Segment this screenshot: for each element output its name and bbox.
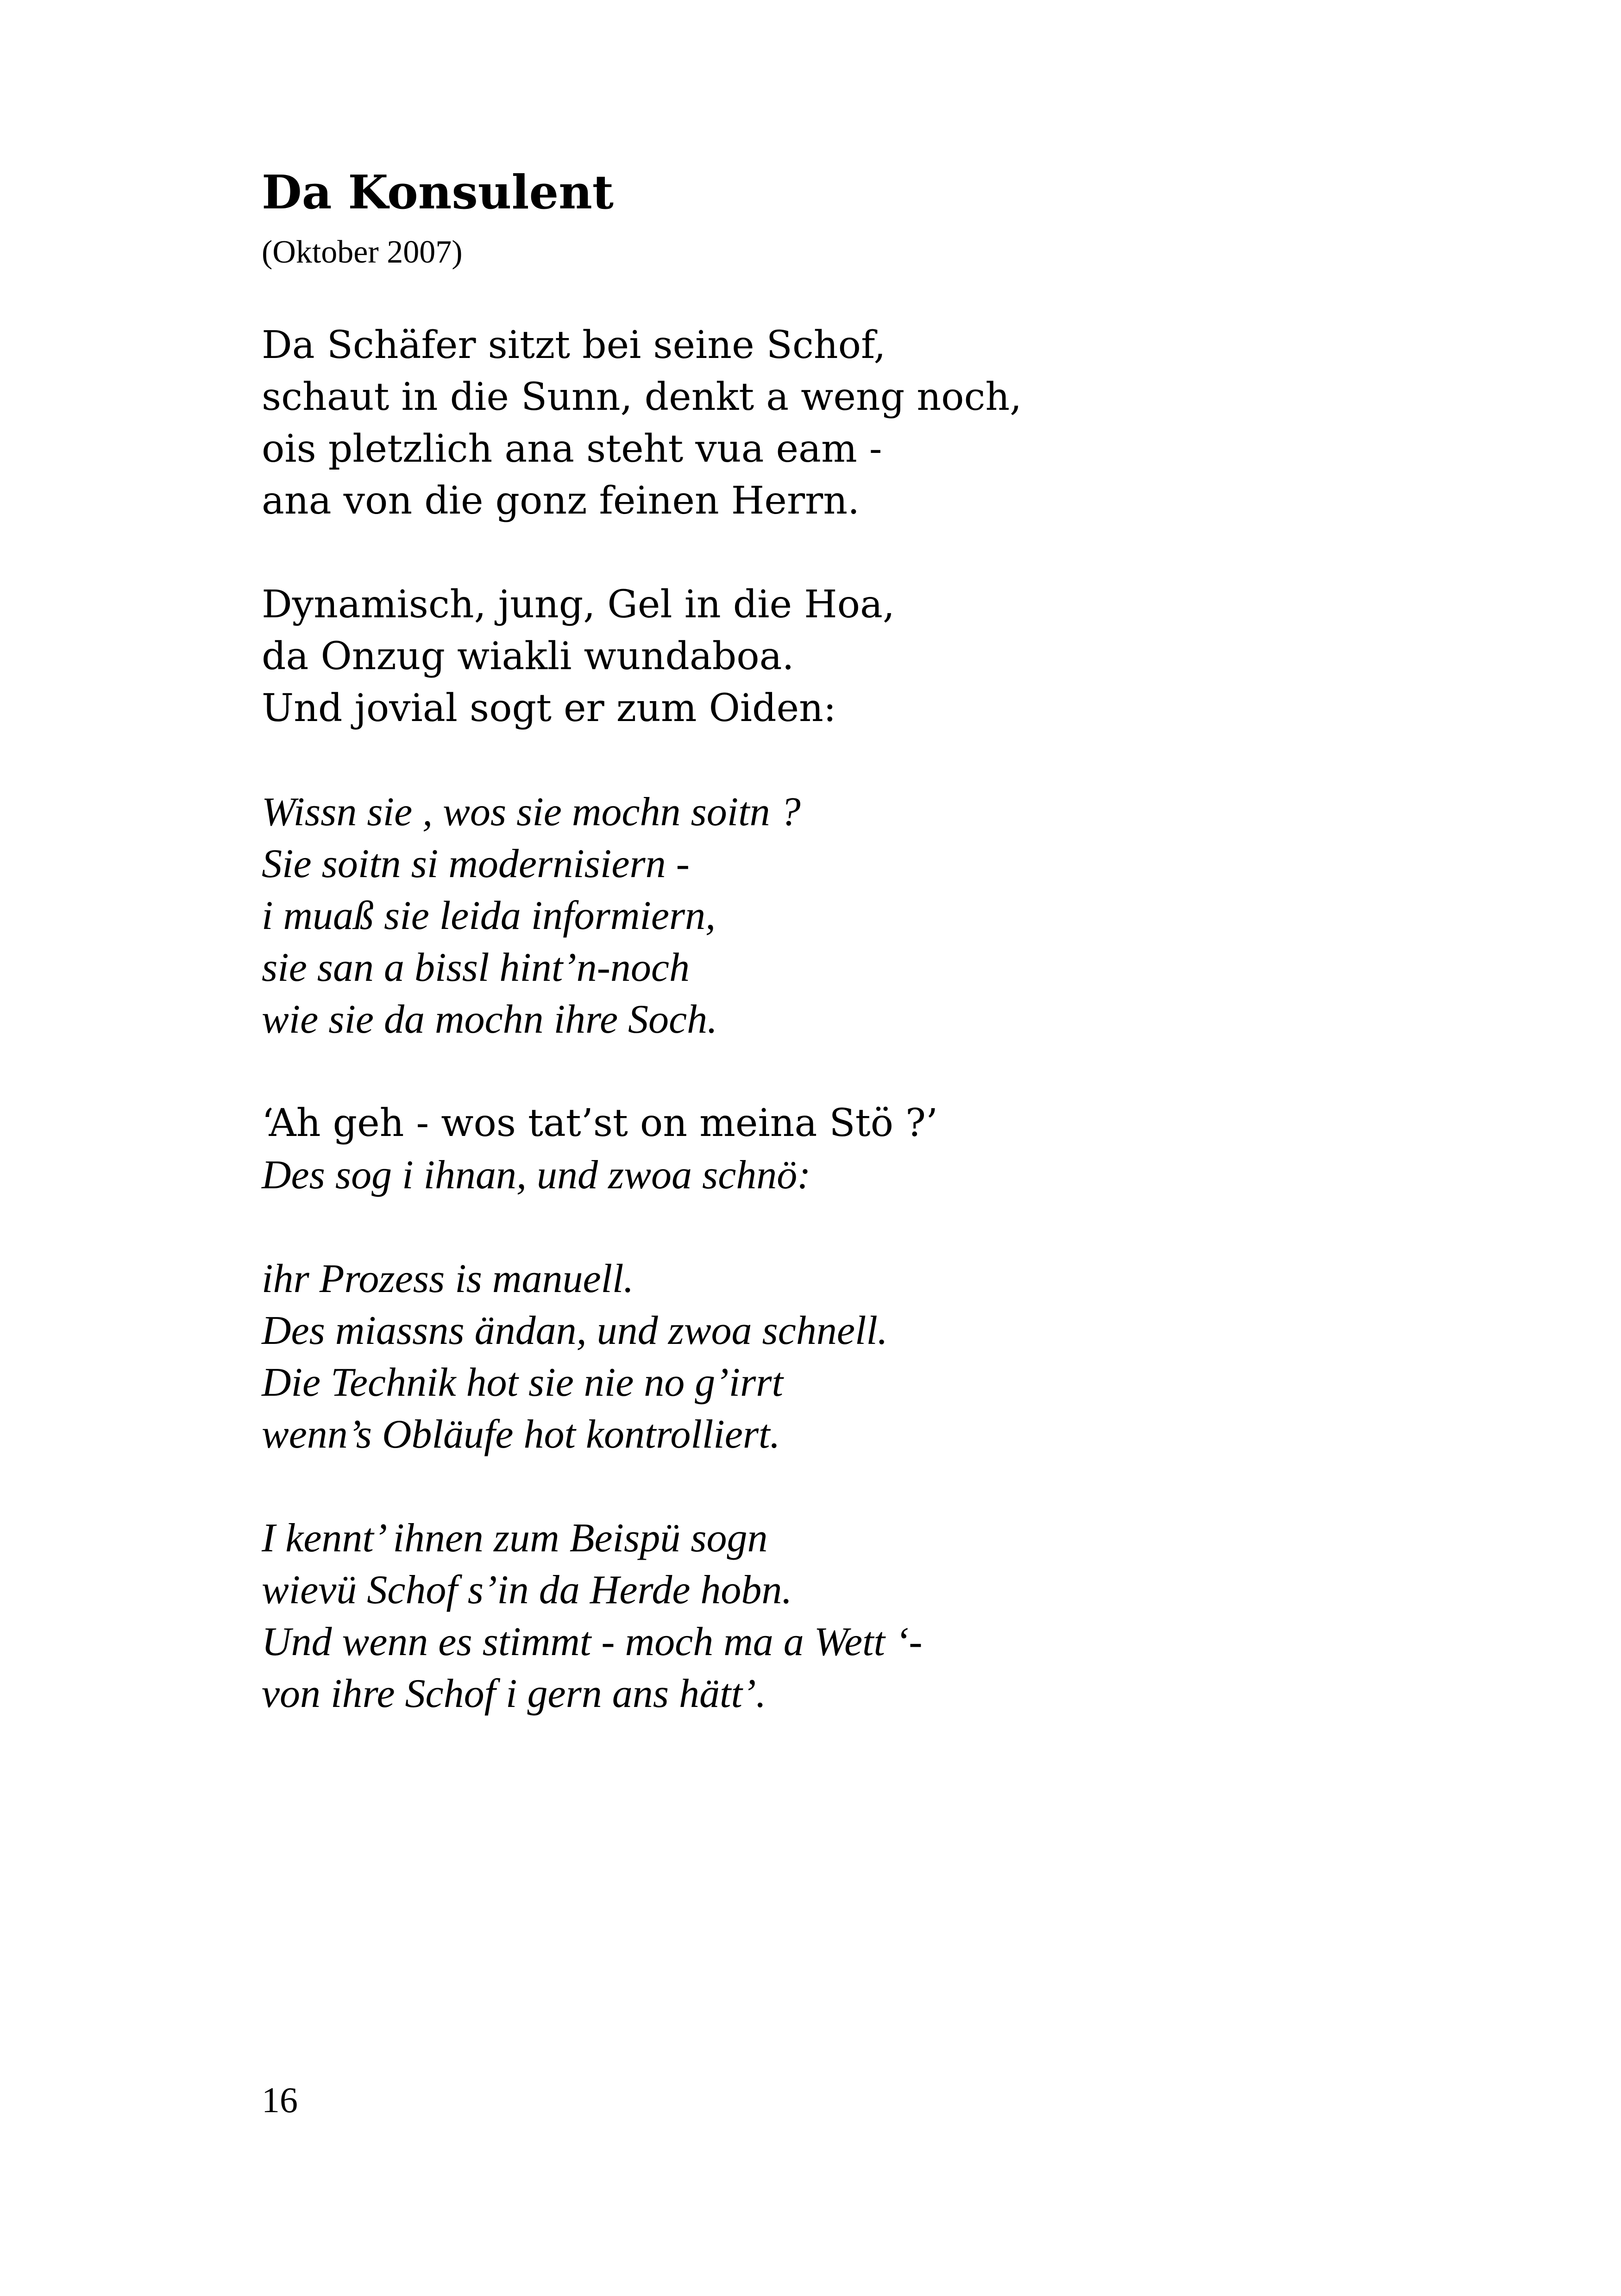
poem-line: ihr Prozess is manuell. <box>262 1256 634 1301</box>
poem-line: I kennt’ ihnen zum Beispü sogn <box>262 1516 768 1561</box>
poem-line: sie san a bissl hint’n-noch <box>262 945 690 990</box>
poem-line: ana von die gonz feinen Herrn. <box>262 479 860 523</box>
stanza-2 <box>262 579 1466 734</box>
poem-line: Die Technik hot sie nie no g’irrt <box>262 1360 783 1405</box>
poem-line: Sie soitn si modernisiern - <box>262 841 690 886</box>
poem-line: Des sog i ihnan, und zwoa schnö: <box>262 1153 811 1198</box>
stanza-6 <box>262 1512 1466 1720</box>
poem-line: von ihre Schof i gern ans hätt’. <box>262 1671 767 1716</box>
poem-title: Da Konsulent <box>262 165 614 220</box>
stanza-5 <box>262 1253 1466 1461</box>
poem-line: Dynamisch, jung, Gel in die Hoa, <box>262 583 895 627</box>
poem-line: schaut in die Sunn, denkt a weng noch, <box>262 375 1022 419</box>
poem-line: ois pletzlich ana steht vua eam - <box>262 427 882 471</box>
poem-line: Da Schäfer sitzt bei seine Schof, <box>262 323 886 367</box>
poem-line: wie sie da mochn ihre Soch. <box>262 997 718 1042</box>
poem-line: ‘Ah geh - wos tat’st on meina Stö ?’ <box>262 1101 938 1145</box>
stanza-4 <box>262 1098 1466 1201</box>
poem-line: wievü Schof s’in da Herde hobn. <box>262 1568 792 1612</box>
poem-line: da Onzug wiakli wundaboa. <box>262 634 794 678</box>
poem-line: Des miassns ändan, und zwoa schnell. <box>262 1308 888 1353</box>
page-number: 16 <box>262 2080 298 2120</box>
poem-line: Wissn sie , wos sie mochn soitn ? <box>262 790 801 834</box>
poem-line: wenn’s Obläufe hot kontrolliert. <box>262 1412 780 1457</box>
poem-date: (Oktober 2007) <box>262 234 463 270</box>
stanza-3 <box>262 786 1466 1046</box>
poem-line: Und jovial sogt er zum Oiden: <box>262 686 836 730</box>
poem-body <box>262 320 1466 1772</box>
poem-line: i muaß sie leida informiern, <box>262 893 716 938</box>
stanza-1 <box>262 320 1466 527</box>
poem-line: Und wenn es stimmt - moch ma a Wett ‘- <box>262 1619 923 1664</box>
